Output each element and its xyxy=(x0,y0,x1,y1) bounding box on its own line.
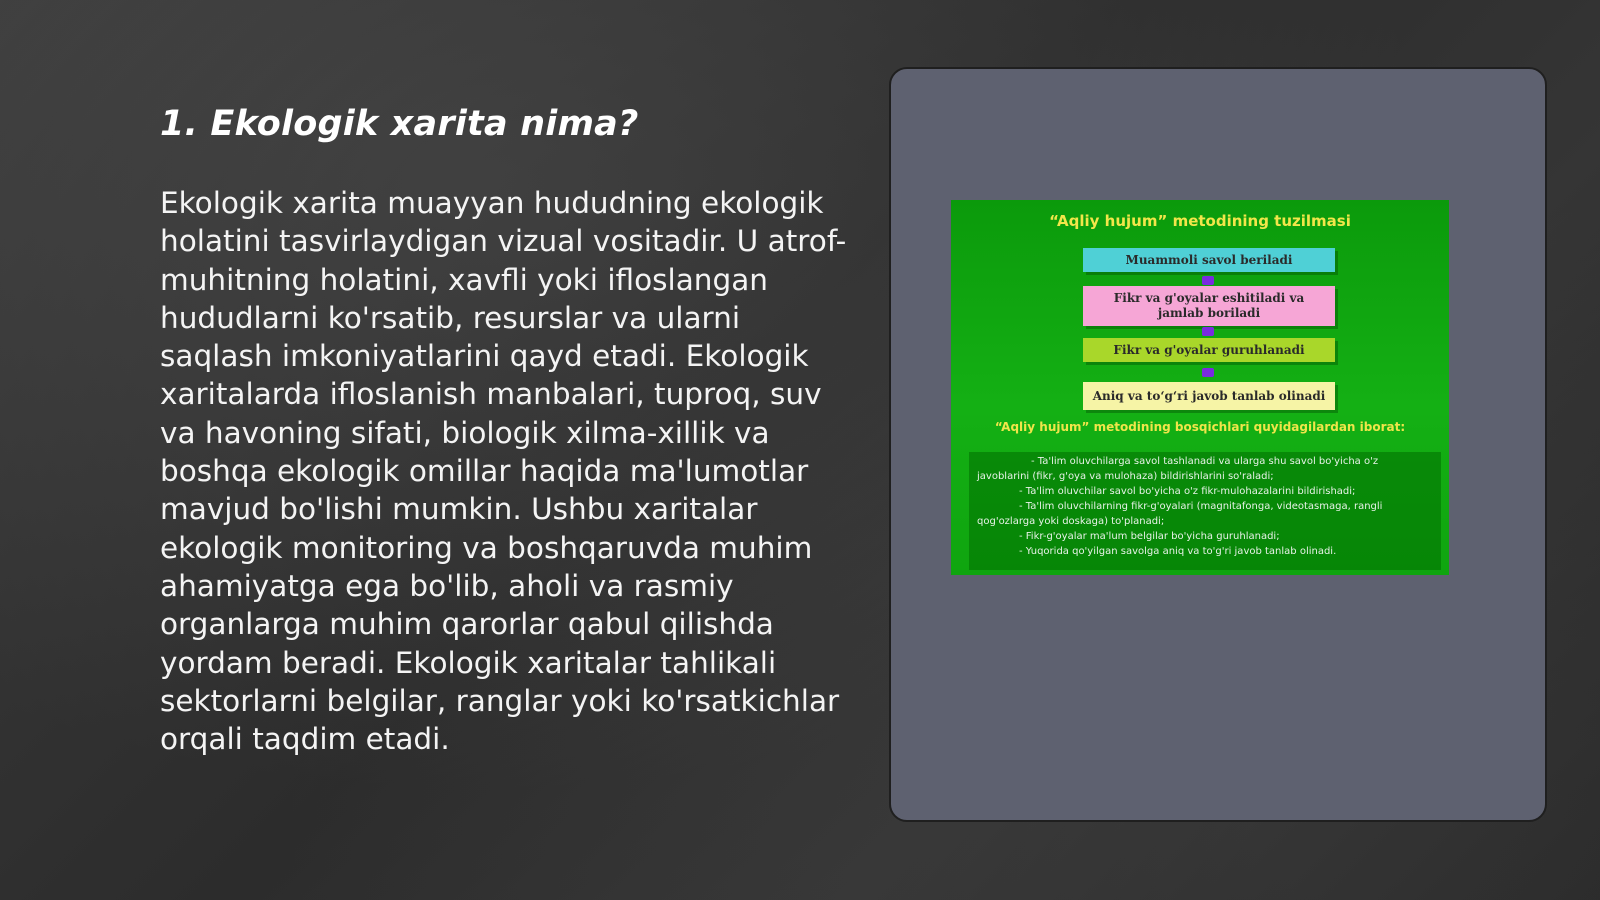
diagram-note-line: - Fikr-g'oyalar ma'lum belgilar bo'yicha guruhlanadi; xyxy=(1019,531,1280,542)
diagram-note-line: javoblarini (fikr, g'oya va mulohaza) bildirishlarini so'raladi; xyxy=(977,471,1274,482)
diagram-notes xyxy=(969,452,1441,570)
slide-title: 1. Ekologik xarita nima? xyxy=(160,104,639,144)
diagram-note-line: - Ta'lim oluvchilarga savol tashlanadi va ularga shu savol bo'yicha o'z xyxy=(1031,456,1379,467)
diagram-step-1: Muammoli savol beriladi xyxy=(1083,248,1335,272)
diagram-note-line: - Ta'lim oluvchilar savol bo'yicha o'z fikr-mulohazalarini bildirishadi; xyxy=(1019,486,1356,497)
diagram-note-line: - Ta'lim oluvchilarning fikr-g'oyalari (magnitafonga, videotasmaga, rangli xyxy=(1019,501,1383,512)
diagram-step-3: Fikr va g'oyalar guruhlanadi xyxy=(1083,338,1335,362)
diagram-step-2: Fikr va g'oyalar eshitiladi va jamlab boriladi xyxy=(1083,286,1335,326)
brainstorm-diagram-image xyxy=(951,200,1449,575)
down-arrow-icon xyxy=(1202,327,1214,336)
diagram-note-line: - Yuqorida qo'yilgan savolga aniq va to'g'ri javob tanlab olinadi. xyxy=(1019,546,1337,557)
slide-body-text: Ekologik xarita muayyan hududning ekologik holatini tasvirlaydigan vizual vositadir. U atrof-muhitning holatini, xavfli yoki ifloslangan hududlarni ko'rsatib, resurslar va ularni saqlash imkoniyatlarini qayd etadi. Ekologik xaritalarda ifloslanish manbalari, tuproq, suv va havoning sifati, biologik xilma-xillik va boshqa ekologik omillar haqida ma'lumotlar mavjud bo'lishi mumkin. Ushbu xaritalar ekologik monitoring va boshqaruvda muhim ahamiyatga ega bo'lib, aholi va rasmiy organlarga muhim qarorlar qabul qilishda yordam beradi. Ekologik xaritalar tahlikali sektorlarni belgilar, ranglar yoki ko'rsatkichlar orqali taqdim etadi. xyxy=(160,186,847,757)
diagram-subtitle: “Aqliy hujum” metodining bosqichlari quyidagilardan iborat: xyxy=(994,420,1406,434)
down-arrow-icon xyxy=(1202,276,1214,285)
diagram-step-4: Aniq va to‘g‘ri javob tanlab olinadi xyxy=(1083,382,1335,410)
down-arrow-icon xyxy=(1202,368,1214,377)
diagram-note-line: qog'ozlarga yoki doskaga) to'planadi; xyxy=(977,516,1165,527)
diagram-title: “Aqliy hujum” metodining tuzilmasi xyxy=(1049,212,1351,230)
